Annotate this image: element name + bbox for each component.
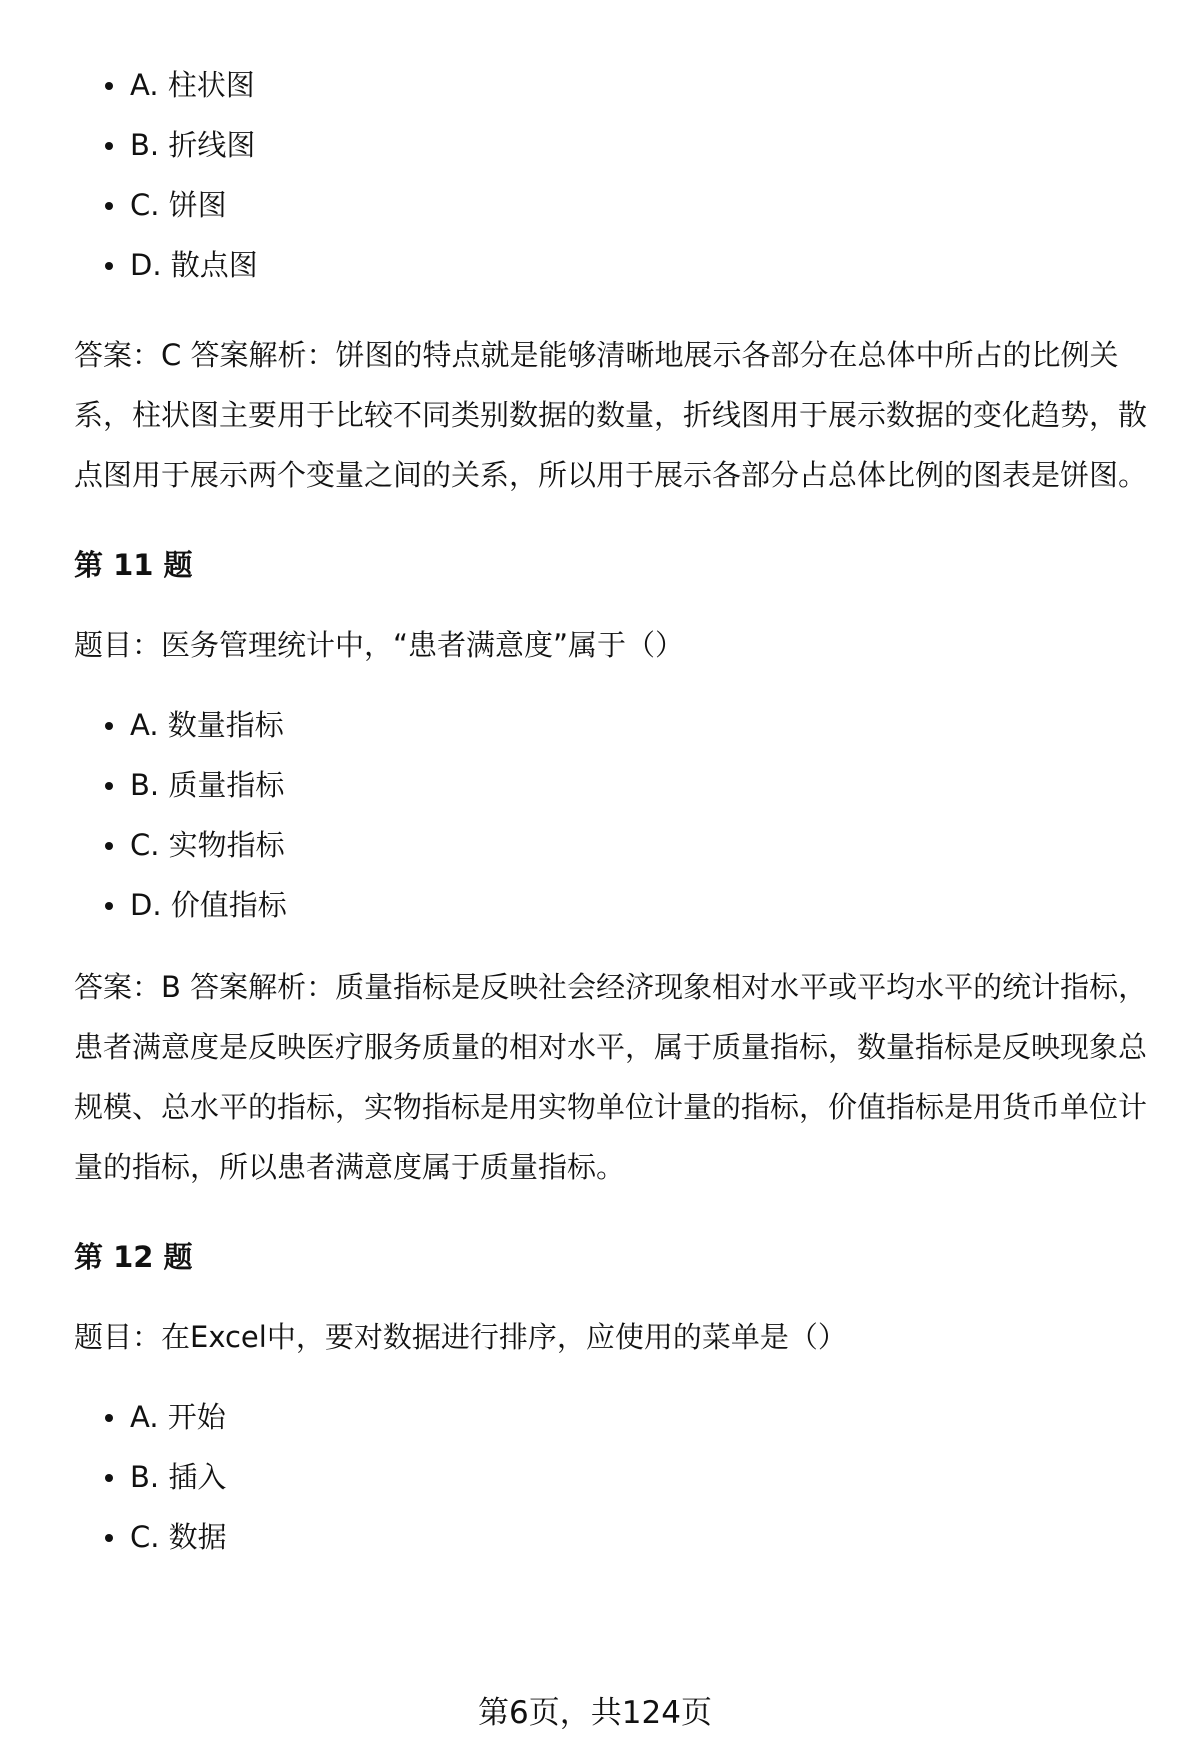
q11-option-c	[74, 815, 1164, 875]
q10-option-d	[74, 235, 1164, 295]
bullet-icon	[105, 782, 113, 790]
document-page	[74, 0, 1164, 1567]
q11-title: 第 11 题	[74, 548, 193, 582]
bullet-icon	[105, 1414, 113, 1422]
q11-option-d	[74, 875, 1164, 935]
bullet-icon	[105, 722, 113, 730]
q11-option-list	[74, 695, 1164, 935]
q10-answer-explanation: 答案：C 答案解析：饼图的特点就是能够清晰地展示各部分在总体中所占的比例关系，柱状图主要用于比较不同类别数据的数量，折线图用于展示数据的变化趋势，散点图用于展示两个变量之间的关系，所以用于展示各部分占总体比例的图表是饼图。	[74, 338, 1148, 492]
q12-title: 第 12 题	[74, 1240, 193, 1274]
q12-option-b	[74, 1447, 1164, 1507]
q12-option-c	[74, 1507, 1164, 1567]
option-label: A. 柱状图	[130, 68, 255, 102]
option-label: C. 实物指标	[130, 828, 285, 862]
q10-option-a	[74, 55, 1164, 115]
option-label: D. 散点图	[130, 248, 258, 282]
q10-option-list	[74, 55, 1164, 295]
bullet-icon	[105, 902, 113, 910]
q10-option-c	[74, 175, 1164, 235]
q12-option-list	[74, 1387, 1164, 1567]
q12-question: 题目：在Excel中，要对数据进行排序，应使用的菜单是（）	[74, 1320, 847, 1354]
q11-option-a	[74, 695, 1164, 755]
q11-answer-explanation: 答案：B 答案解析：质量指标是反映社会经济现象相对水平或平均水平的统计指标，患者满意度是反映医疗服务质量的相对水平，属于质量指标，数量指标是反映现象总规模、总水平的指标，实物指标是用实物单位计量的指标，价值指标是用货币单位计量的指标，所以患者满意度属于质量指标。	[74, 970, 1148, 1184]
bullet-icon	[105, 1534, 113, 1542]
bullet-icon	[105, 262, 113, 270]
option-label: A. 数量指标	[130, 708, 284, 742]
bullet-icon	[105, 142, 113, 150]
q11-question: 题目：医务管理统计中，“患者满意度”属于（）	[74, 628, 685, 662]
option-label: B. 折线图	[130, 128, 256, 162]
option-label: C. 饼图	[130, 188, 227, 222]
option-label: A. 开始	[130, 1400, 226, 1434]
q12-option-a	[74, 1387, 1164, 1447]
q11-option-b	[74, 755, 1164, 815]
option-label: B. 质量指标	[130, 768, 285, 802]
page-footer: 第6页，共124页	[478, 1695, 712, 1731]
option-label: C. 数据	[130, 1520, 227, 1554]
option-label: B. 插入	[130, 1460, 227, 1494]
option-label: D. 价值指标	[130, 888, 287, 922]
bullet-icon	[105, 1474, 113, 1482]
bullet-icon	[105, 842, 113, 850]
bullet-icon	[105, 82, 113, 90]
bullet-icon	[105, 202, 113, 210]
q10-option-b	[74, 115, 1164, 175]
